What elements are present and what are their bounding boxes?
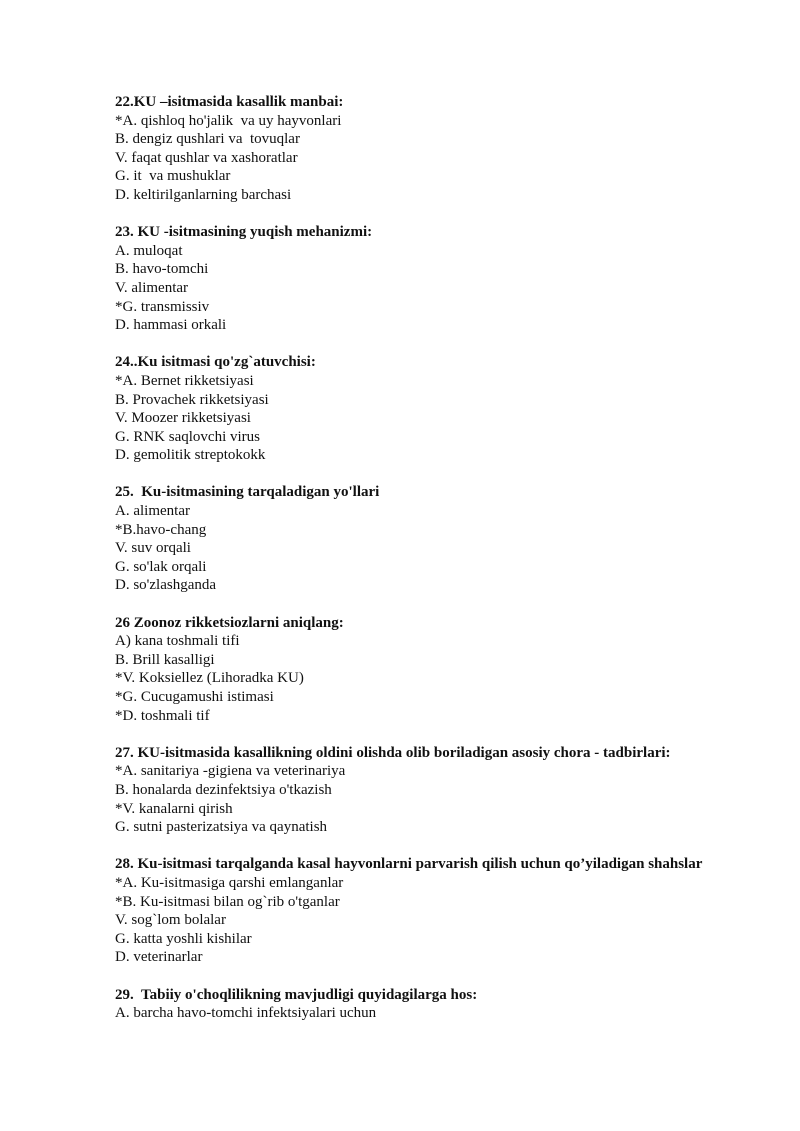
answer-option: V. sog`lom bolalar [115, 912, 226, 929]
question-29 [115, 986, 755, 1023]
question-22 [115, 93, 755, 205]
answer-option: *D. toshmali tif [115, 707, 210, 724]
answer-option: D. gemolitik streptokokk [115, 447, 266, 464]
answer-option: V. alimentar [115, 279, 189, 296]
answer-option: *B.havo-chang [115, 521, 207, 538]
question-title: 25. Ku-isitmasining tarqaladigan yo'llari [115, 484, 380, 501]
question-title: 23. KU -isitmasining yuqish mehanizmi: [115, 224, 373, 241]
question-title: 26 Zoonoz rikketsiozlarni aniqlang: [115, 614, 344, 631]
answer-option: V. Moozer rikketsiyasi [115, 410, 251, 427]
answer-option: V. faqat qushlar va xashoratlar [115, 149, 298, 166]
answer-option: B. Provachek rikketsiyasi [115, 391, 269, 408]
answer-option: B. honalarda dezinfektsiya o'tkazish [115, 781, 332, 798]
answer-option: D. veterinarlar [115, 949, 203, 966]
answer-option: A) kana toshmali tifi [115, 633, 240, 650]
answer-option: G. it va mushuklar [115, 168, 231, 185]
question-23 [115, 223, 755, 335]
answer-option: D. hammasi orkali [115, 317, 227, 334]
answer-option: *A. qishloq ho'jalik va uy hayvonlari [115, 112, 342, 129]
answer-option: *V. Koksiellez (Lihoradka KU) [115, 670, 304, 687]
answer-option: *B. Ku-isitmasi bilan og`rib o'tganlar [115, 893, 340, 910]
question-title: 27. KU-isitmasida kasallikning oldini olishda olib boriladigan asosiy chora - tadbirlari: [115, 744, 671, 761]
answer-option: A. barcha havo-tomchi infektsiyalari uchun [115, 1005, 377, 1022]
answer-option: B. Brill kasalligi [115, 651, 215, 668]
answer-option: G. RNK saqlovchi virus [115, 428, 260, 445]
answer-option: B. havo-tomchi [115, 261, 209, 278]
answer-option: *V. kanalarni qirish [115, 800, 233, 817]
question-title: 29. Tabiiy o'choqlilikning mavjudligi quyidagilarga hos: [115, 986, 478, 1003]
answer-option: A. muloqat [115, 242, 183, 259]
answer-option: *A. Bernet rikketsiyasi [115, 372, 254, 389]
answer-option: D. so'zlashganda [115, 577, 217, 594]
answer-option: G. katta yoshli kishilar [115, 930, 252, 947]
answer-option: *G. transmissiv [115, 298, 210, 315]
question-title: 24..Ku isitmasi qo'zg`atuvchisi: [115, 354, 316, 371]
answer-option: A. alimentar [115, 503, 190, 520]
question-title: 22.KU –isitmasida kasallik manbai: [115, 94, 344, 110]
answer-option: *A. Ku-isitmasiga qarshi emlanganlar [115, 874, 344, 891]
answer-option: B. dengiz qushlari va tovuqlar [115, 131, 300, 148]
question-title: 28. Ku-isitmasi tarqalganda kasal hayvonlarni parvarish qilish uchun qo’yiladigan shahslar [115, 856, 703, 873]
answer-option: *G. Cucugamushi istimasi [115, 689, 274, 705]
question-27 [115, 744, 755, 837]
answer-option: *A. sanitariya -gigiena va veterinariya [115, 763, 346, 780]
question-24 [115, 353, 755, 465]
answer-option: V. suv orqali [115, 540, 191, 557]
question-25 [115, 483, 755, 595]
answer-option: G. so'lak orqali [115, 558, 207, 575]
question-26 [115, 614, 755, 726]
answer-option: G. sutni pasterizatsiya va qaynatish [115, 819, 328, 836]
question-28 [115, 855, 755, 967]
document-page [115, 93, 755, 1041]
answer-option: D. keltirilganlarning barchasi [115, 186, 292, 203]
